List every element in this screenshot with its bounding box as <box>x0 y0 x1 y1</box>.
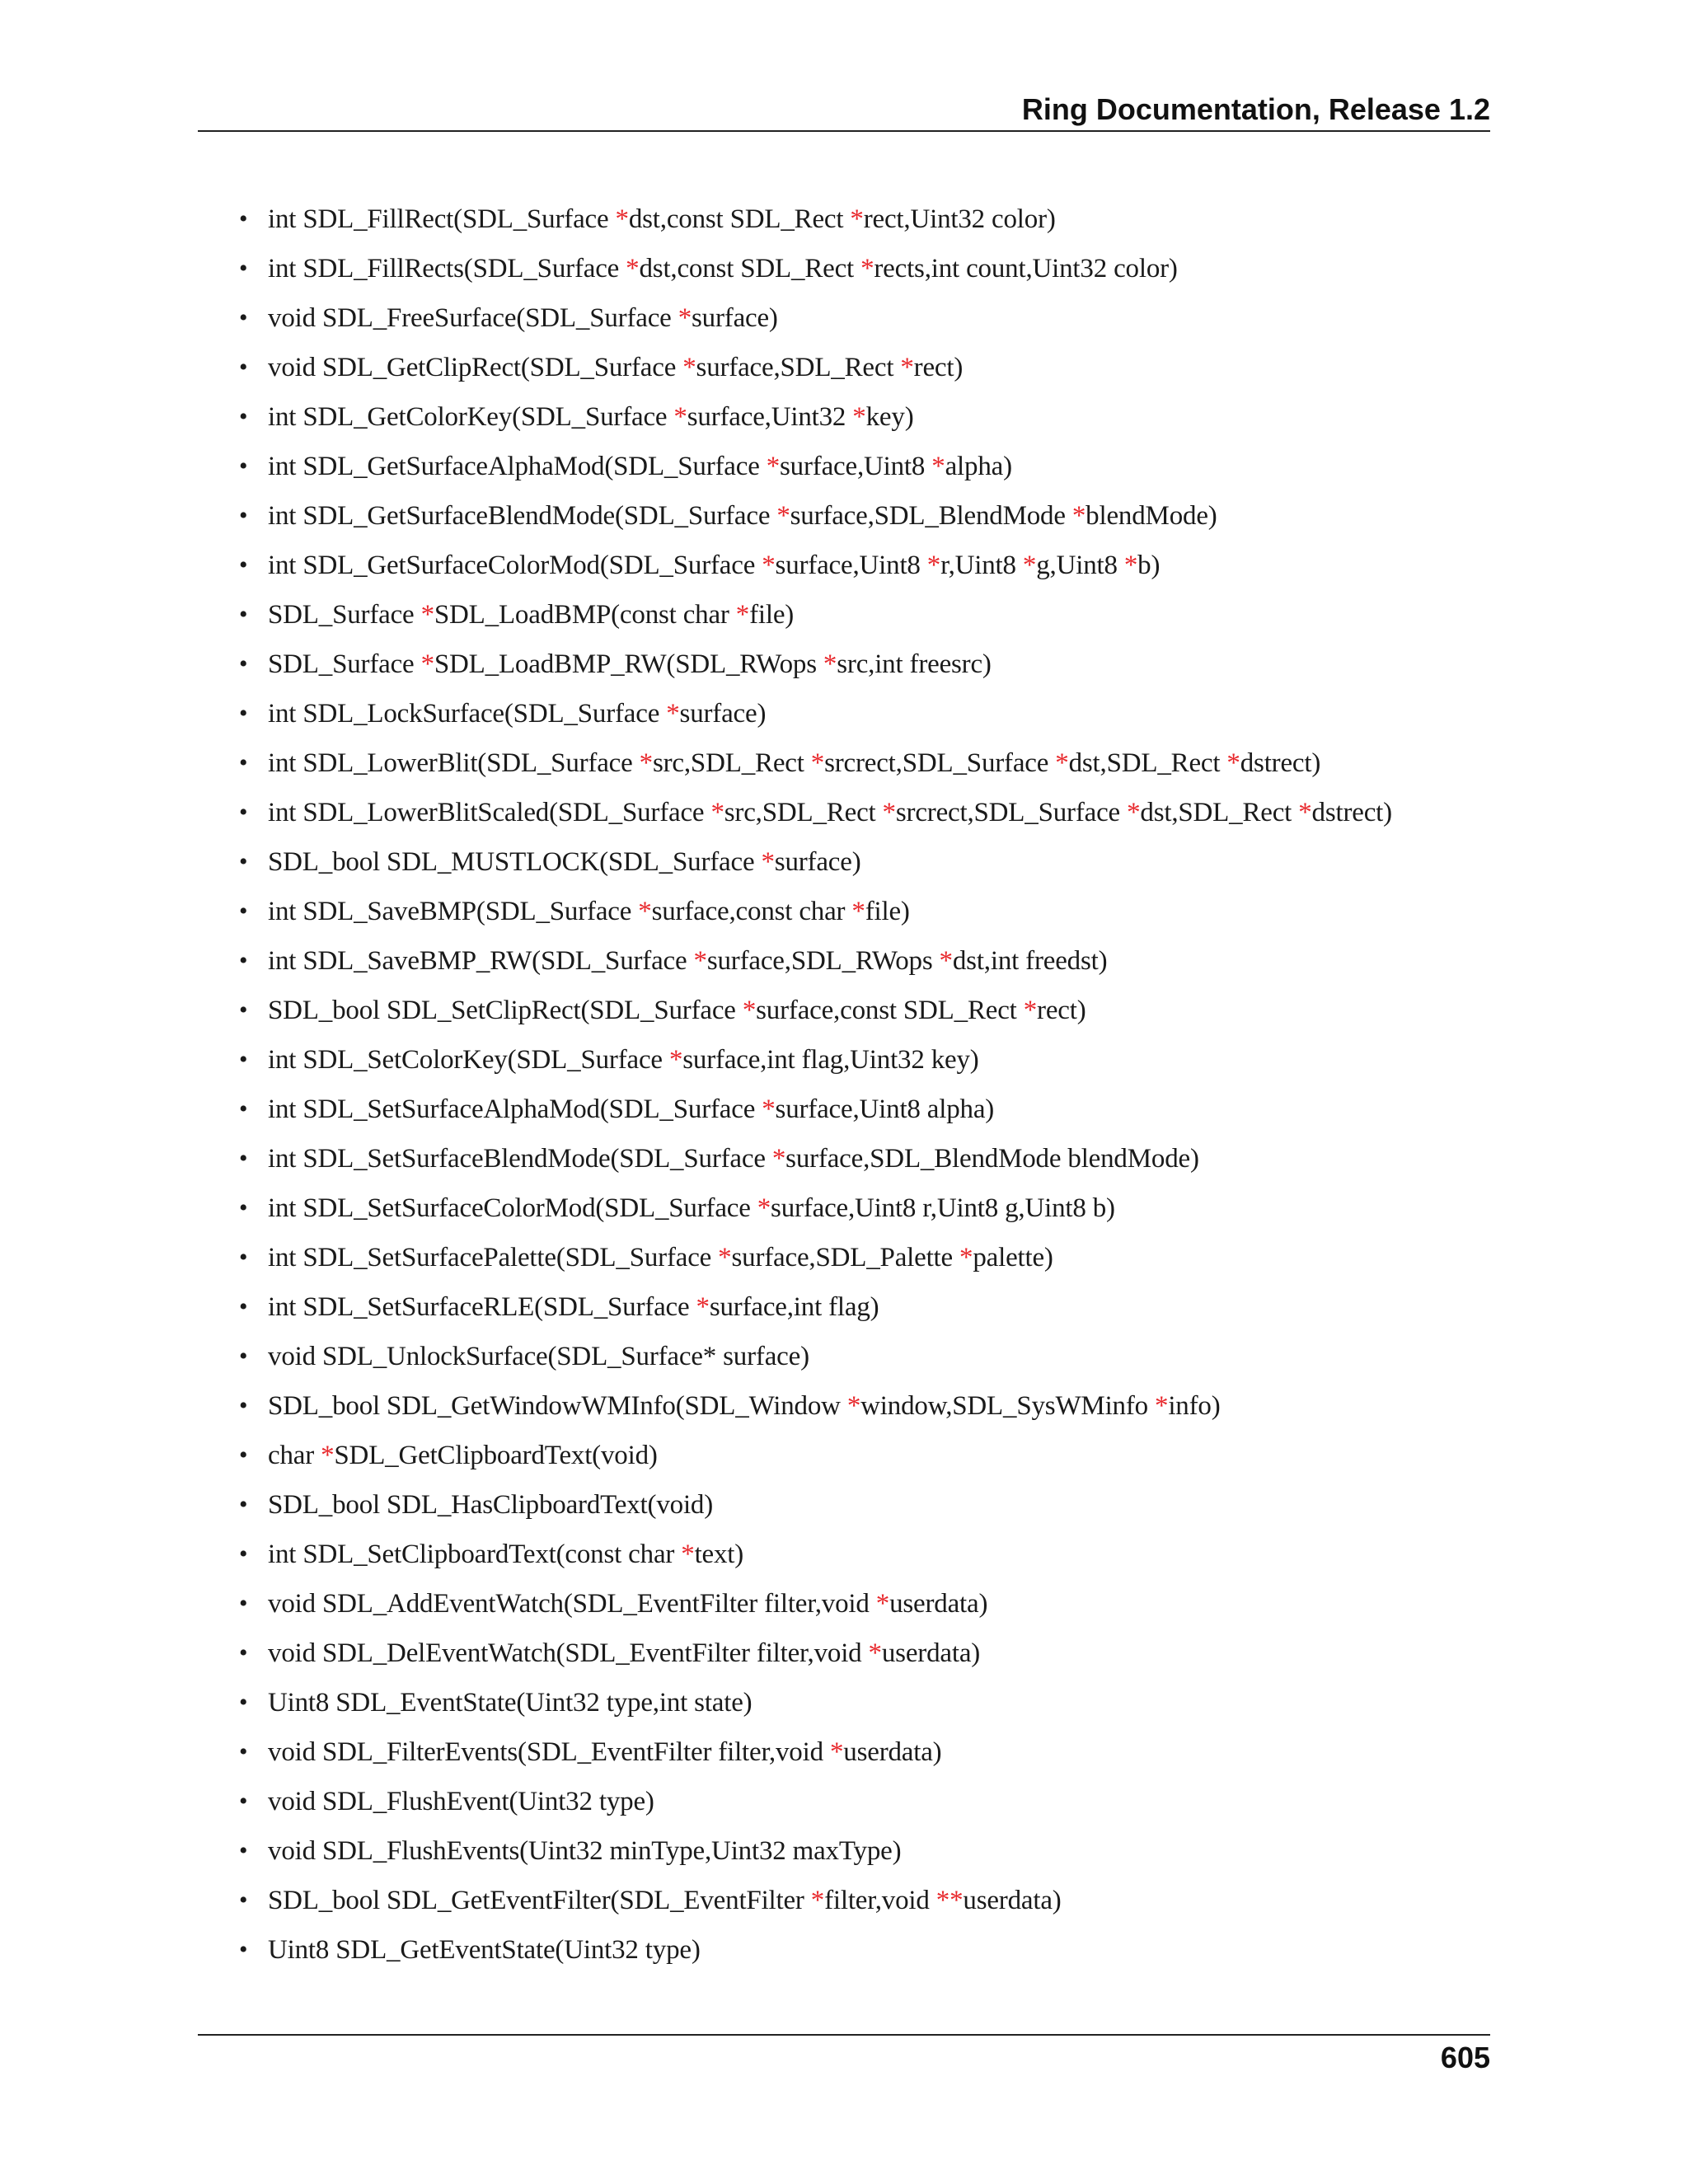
function-list-item: • int SDL_SetSurfacePalette(SDL_Surface *surface,SDL_Palette *palette) <box>239 1233 1392 1282</box>
function-list-item: • int SDL_GetColorKey(SDL_Surface *surface,Uint32 *key) <box>239 392 1392 442</box>
function-list-item: • int SDL_GetSurfaceAlphaMod(SDL_Surface *surface,Uint8 *alpha) <box>239 442 1392 491</box>
function-list-item: • int SDL_SetClipboardText(const char *text) <box>239 1530 1392 1579</box>
function-list-item: • int SDL_FillRect(SDL_Surface *dst,const SDL_Rect *rect,Uint32 color) <box>239 194 1392 244</box>
function-list-item: • SDL_bool SDL_MUSTLOCK(SDL_Surface *surface) <box>239 837 1392 887</box>
function-list-item: • int SDL_SaveBMP_RW(SDL_Surface *surface,SDL_RWops *dst,int freedst) <box>239 936 1392 986</box>
function-list-item: • void SDL_FlushEvent(Uint32 type) <box>239 1777 1392 1826</box>
function-list-item: • void SDL_FreeSurface(SDL_Surface *surface) <box>239 293 1392 343</box>
function-list-item: • int SDL_LockSurface(SDL_Surface *surface) <box>239 689 1392 738</box>
function-list-item: • int SDL_LowerBlit(SDL_Surface *src,SDL_Rect *srcrect,SDL_Surface *dst,SDL_Rect *dstrect) <box>239 738 1392 788</box>
footer-divider <box>198 2034 1490 2036</box>
function-list-item: • Uint8 SDL_EventState(Uint32 type,int state) <box>239 1678 1392 1727</box>
function-list-item: • int SDL_GetSurfaceColorMod(SDL_Surface *surface,Uint8 *r,Uint8 *g,Uint8 *b) <box>239 541 1392 590</box>
function-list-item: • SDL_bool SDL_SetClipRect(SDL_Surface *surface,const SDL_Rect *rect) <box>239 986 1392 1035</box>
function-list-item: • int SDL_SaveBMP(SDL_Surface *surface,const char *file) <box>239 887 1392 936</box>
function-list-item: • void SDL_UnlockSurface(SDL_Surface* surface) <box>239 1332 1392 1381</box>
function-list-item: • void SDL_AddEventWatch(SDL_EventFilter filter,void *userdata) <box>239 1579 1392 1629</box>
function-list <box>239 194 1392 1975</box>
function-list-item: • Uint8 SDL_GetEventState(Uint32 type) <box>239 1925 1392 1975</box>
function-list-item: • void SDL_FlushEvents(Uint32 minType,Uint32 maxType) <box>239 1826 1392 1876</box>
function-list-item: • int SDL_SetSurfaceRLE(SDL_Surface *surface,int flag) <box>239 1282 1392 1332</box>
function-list-item: • int SDL_GetSurfaceBlendMode(SDL_Surface *surface,SDL_BlendMode *blendMode) <box>239 491 1392 541</box>
function-list-item: • int SDL_SetSurfaceColorMod(SDL_Surface *surface,Uint8 r,Uint8 g,Uint8 b) <box>239 1183 1392 1233</box>
function-list-item: • int SDL_SetSurfaceBlendMode(SDL_Surface *surface,SDL_BlendMode blendMode) <box>239 1134 1392 1183</box>
function-list-item: • SDL_bool SDL_HasClipboardText(void) <box>239 1480 1392 1530</box>
function-list-item: • int SDL_SetColorKey(SDL_Surface *surface,int flag,Uint32 key) <box>239 1035 1392 1085</box>
function-list-item: • int SDL_SetSurfaceAlphaMod(SDL_Surface *surface,Uint8 alpha) <box>239 1085 1392 1134</box>
function-list-item: • void SDL_DelEventWatch(SDL_EventFilter filter,void *userdata) <box>239 1629 1392 1678</box>
header-divider <box>198 130 1490 132</box>
function-list-item: • SDL_Surface *SDL_LoadBMP_RW(SDL_RWops *src,int freesrc) <box>239 640 1392 689</box>
function-list-item: • void SDL_GetClipRect(SDL_Surface *surface,SDL_Rect *rect) <box>239 343 1392 392</box>
function-list-item: • int SDL_FillRects(SDL_Surface *dst,const SDL_Rect *rects,int count,Uint32 color) <box>239 244 1392 293</box>
page-header-title: Ring Documentation, Release 1.2 <box>1021 92 1490 126</box>
function-list-item: • void SDL_FilterEvents(SDL_EventFilter filter,void *userdata) <box>239 1727 1392 1777</box>
function-list-item: • SDL_bool SDL_GetWindowWMInfo(SDL_Window *window,SDL_SysWMinfo *info) <box>239 1381 1392 1431</box>
function-list-item: • char *SDL_GetClipboardText(void) <box>239 1431 1392 1480</box>
function-list-item: • SDL_Surface *SDL_LoadBMP(const char *file) <box>239 590 1392 640</box>
function-list-item: • int SDL_LowerBlitScaled(SDL_Surface *src,SDL_Rect *srcrect,SDL_Surface *dst,SDL_Rect *dstrect) <box>239 788 1392 837</box>
page-number: 605 <box>1440 2041 1490 2074</box>
function-list-item: • SDL_bool SDL_GetEventFilter(SDL_EventFilter *filter,void **userdata) <box>239 1876 1392 1925</box>
